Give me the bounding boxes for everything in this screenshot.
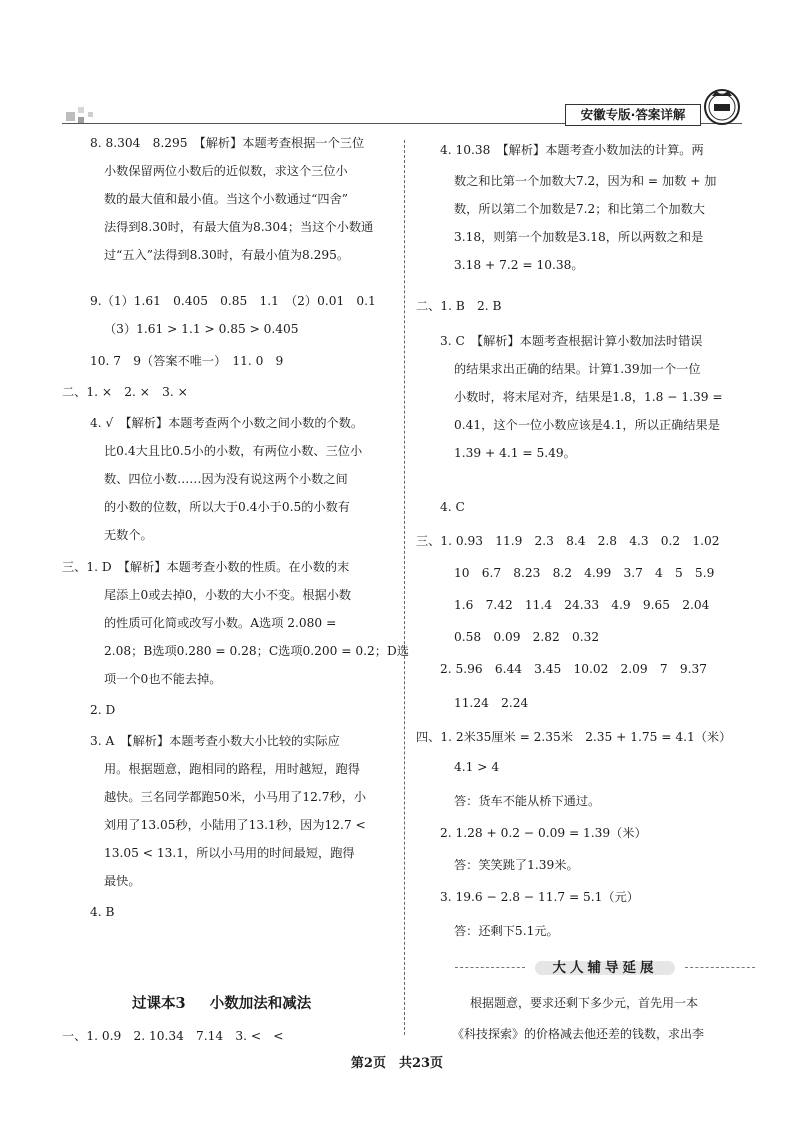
answer-line: 最快。 — [104, 874, 141, 888]
answer-line: 比0.4大且比0.5小的小数，有两位小数、三位小 — [104, 444, 363, 458]
answer-line: （3）1.61 > 1.1 > 0.85 > 0.405 — [104, 322, 299, 336]
answer-line: 答：笑笑跳了1.39米。 — [454, 858, 579, 872]
answer-line: 9.（1）1.61 0.405 0.85 1.1 （2）0.01 0.1 — [90, 294, 376, 308]
answer-line: 3. 19.6 − 2.8 − 11.7 = 5.1（元） — [440, 890, 639, 904]
lesson-name: 小数加法和减法 — [209, 995, 312, 1012]
dashed-rule-right — [685, 967, 755, 968]
answer-line: 答：还剩下5.1元。 — [454, 924, 559, 938]
column-divider — [404, 140, 405, 1035]
answer-line: 4. √ 【解析】本题考查两个小数之间小数的个数。 — [90, 416, 364, 430]
answer-line: 四、1. 2米35厘米 = 2.35米 2.35 + 1.75 = 4.1（米） — [416, 730, 732, 744]
answer-line: 2. 1.28 + 0.2 − 0.09 = 1.39（米） — [440, 826, 647, 840]
corner-square-4 — [88, 112, 93, 117]
answer-line: 用。根据题意，跑相同的路程，用时越短，跑得 — [104, 762, 360, 776]
answer-line: 4. B — [90, 905, 115, 919]
dashed-rule-left — [455, 967, 525, 968]
answer-line: 1.39 + 4.1 = 5.49。 — [454, 446, 576, 460]
answer-line: 法得到8.30时，有最大值为8.304；当这个小数通 — [104, 220, 374, 234]
answer-line: 无数个。 — [104, 528, 153, 542]
answer-line: 数、四位小数……因为没有说这两个小数之间 — [104, 472, 348, 486]
answer-line: 的结果求出正确的结果。计算1.39加一个一位 — [454, 362, 701, 376]
answer-line: 2. 5.96 6.44 3.45 10.02 2.09 7 9.37 — [440, 662, 707, 676]
answer-line: 11.24 2.24 — [454, 696, 529, 710]
answer-line: 二、1. × 2. × 3. × — [62, 385, 188, 399]
answer-line: 越快。三名同学都跑50米，小马用了12.7秒，小 — [104, 790, 367, 804]
lesson-title — [132, 992, 311, 1013]
answer-line: 3. C 【解析】本题考查根据计算小数加法时错误 — [440, 334, 703, 348]
answer-line: 10 6.7 8.23 8.2 4.99 3.7 4 5 5.9 — [454, 566, 715, 580]
extension-title: 大人辅导延展 — [552, 960, 658, 976]
answer-line: 小数保留两位小数后的近似数，求这个三位小 — [104, 164, 348, 178]
answer-line: 10. 7 9（答案不唯一） 11. 0 9 — [90, 354, 284, 368]
answer-line: 4. C — [440, 500, 465, 514]
publisher-seal-icon — [703, 88, 741, 126]
answer-line: 过“五入”法得到8.30时，有最小值为8.295。 — [104, 248, 350, 262]
answer-line: 数，所以第二个加数是7.2；和比第二个加数大 — [454, 202, 705, 216]
lesson-label: 过课本3 — [132, 995, 186, 1012]
page-footer: 第2页 共23页 — [350, 1056, 444, 1071]
answer-line: 的小数的位数，所以大于0.4小于0.5的小数有 — [104, 500, 350, 514]
answer-line: 答：货车不能从桥下通过。 — [454, 794, 601, 808]
answer-line: 0.41，这个一位小数应该是4.1，所以正确结果是 — [454, 418, 720, 432]
answer-line: 4.1 > 4 — [454, 760, 500, 774]
answer-line: 1.6 7.42 11.4 24.33 4.9 9.65 2.04 — [454, 598, 710, 612]
extension-line: 根据题意，要求还剩下多少元，首先用一本 — [470, 996, 699, 1010]
answer-line: 2.08；B选项0.280 = 0.28；C选项0.200 = 0.2；D选 — [104, 644, 409, 658]
answer-line: 4. 10.38 【解析】本题考查小数加法的计算。两 — [440, 143, 704, 157]
answer-line: 刘用了13.05秒，小陆用了13.1秒，因为12.7 < — [104, 818, 366, 832]
answer-line: 小数时，将末尾对齐，结果是1.8，1.8 − 1.39 = — [454, 390, 723, 404]
answer-line: 数之和比第一个加数大7.2，因为和 = 加数 + 加 — [454, 174, 717, 188]
extension-line: 《科技探索》的价格减去他还差的钱数，求出李 — [452, 1027, 705, 1041]
answer-line: 二、1. B 2. B — [416, 299, 502, 313]
answer-line: 3.18 + 7.2 = 10.38。 — [454, 258, 584, 272]
corner-square-2 — [78, 107, 84, 113]
answer-line: 三、1. 0.93 11.9 2.3 8.4 2.8 4.3 0.2 1.02 — [416, 534, 720, 548]
answer-line: 数的最大值和最小值。当这个小数通过“四舍” — [104, 192, 349, 206]
extension-header — [455, 957, 760, 979]
corner-square-1 — [66, 112, 75, 121]
edition-badge: 安徽专版·答案详解 — [565, 104, 701, 126]
answer-line: 三、1. D 【解析】本题考查小数的性质。在小数的末 — [62, 560, 350, 574]
answer-line: 一、1. 0.9 2. 10.34 7.14 3. < < — [62, 1029, 284, 1043]
answer-line: 项一个0也不能去掉。 — [104, 672, 222, 686]
answer-line: 的性质可化简或改写小数。A选项 2.080 = — [104, 616, 337, 630]
answer-line: 0.58 0.09 2.82 0.32 — [454, 630, 600, 644]
answer-line: 3.18，则第一个加数是3.18，所以两数之和是 — [454, 230, 704, 244]
answer-line: 2. D — [90, 703, 116, 717]
answer-line: 8. 8.304 8.295 【解析】本题考查根据一个三位 — [90, 136, 365, 150]
answer-line: 3. A 【解析】本题考查小数大小比较的实际应 — [90, 734, 340, 748]
answer-line: 尾添上0或去掉0，小数的大小不变。根据小数 — [104, 588, 352, 602]
answer-line: 13.05 < 13.1，所以小马用的时间最短，跑得 — [104, 846, 355, 860]
